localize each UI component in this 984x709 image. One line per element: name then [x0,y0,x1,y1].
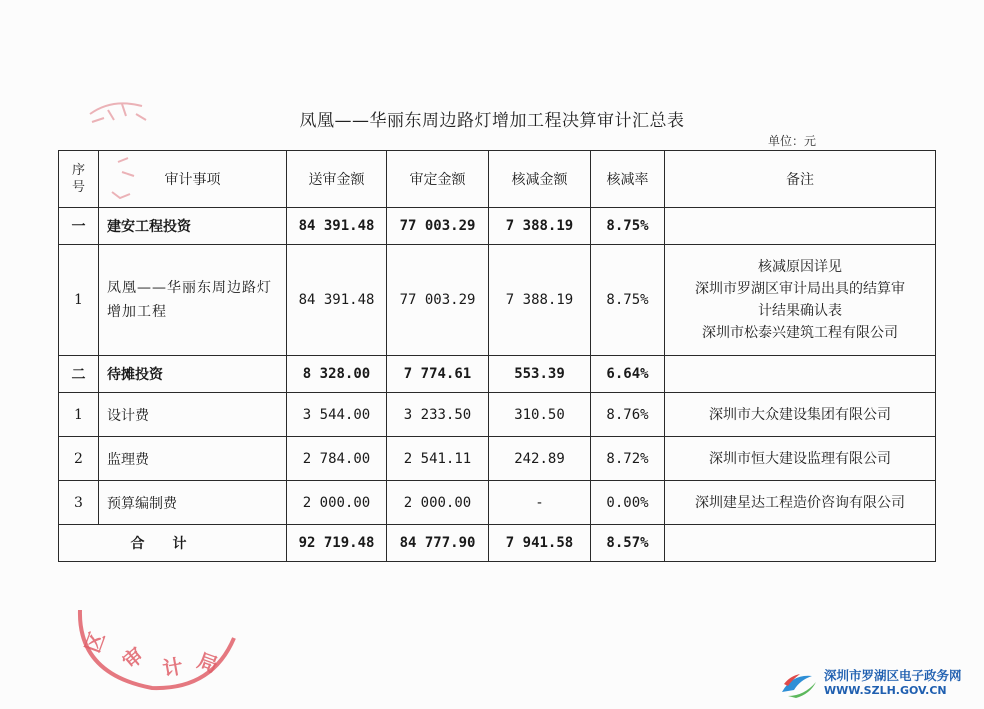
row-reduced: 7 388.19 [489,208,591,245]
row-approved: 2 541.11 [387,437,489,481]
row-submitted: 2 784.00 [287,437,387,481]
note-line: 深圳市罗湖区审计局出具的结算审 [695,281,905,297]
note-line: 深圳市松泰兴建筑工程有限公司 [702,325,898,341]
watermark-name: 深圳市罗湖区电子政务网 [824,668,962,683]
audit-summary-table [58,150,936,562]
row-rate: 8.76% [591,393,665,437]
table-row [59,437,936,481]
row-item: 预算编制费 [99,481,287,525]
row-submitted: 3 544.00 [287,393,387,437]
svg-text:局: 局 [194,648,222,678]
svg-text:审: 审 [117,642,149,674]
header-approved: 审定金额 [387,151,489,208]
row-note [665,356,936,393]
table-row [59,245,936,356]
row-seq: 二 [59,356,99,393]
row-approved: 77 003.29 [387,245,489,356]
red-seal-bottom [72,604,242,694]
row-rate: 8.75% [591,208,665,245]
total-reduced: 7 941.58 [489,525,591,562]
row-seq: 1 [59,245,99,356]
row-rate: 6.64% [591,356,665,393]
row-reduced: 553.39 [489,356,591,393]
row-approved: 7 774.61 [387,356,489,393]
row-note [665,208,936,245]
total-approved: 84 777.90 [387,525,489,562]
row-rate: 8.72% [591,437,665,481]
header-item: 审计事项 [99,151,287,208]
row-approved: 2 000.00 [387,481,489,525]
row-seq: 2 [59,437,99,481]
row-submitted: 84 391.48 [287,245,387,356]
row-seq: 1 [59,393,99,437]
row-item: 凤凰——华丽东周边路灯增加工程 [99,245,287,356]
row-item: 监理费 [99,437,287,481]
header-submitted: 送审金额 [287,151,387,208]
header-seq: 序 号 [59,151,99,208]
row-rate: 8.75% [591,245,665,356]
row-reduced: 242.89 [489,437,591,481]
note-line: 计结果确认表 [758,303,842,319]
row-rate: 0.00% [591,481,665,525]
table-row [59,393,936,437]
row-approved: 77 003.29 [387,208,489,245]
row-submitted: 8 328.00 [287,356,387,393]
row-item: 待摊投资 [99,356,287,393]
row-submitted: 2 000.00 [287,481,387,525]
total-rate: 8.57% [591,525,665,562]
total-row [59,525,936,562]
row-reduced: 7 388.19 [489,245,591,356]
svg-text:计: 计 [160,653,185,681]
row-note [665,245,936,356]
header-note: 备注 [665,151,936,208]
total-submitted: 92 719.48 [287,525,387,562]
row-approved: 3 233.50 [387,393,489,437]
row-note: 深圳市大众建设集团有限公司 [665,393,936,437]
watermark-url: WWW.SZLH.GOV.CN [824,684,947,697]
row-reduced: - [489,481,591,525]
header-rate: 核减率 [591,151,665,208]
row-seq: 3 [59,481,99,525]
row-item: 建安工程投资 [99,208,287,245]
szlh-watermark [778,664,978,704]
svg-text:区: 区 [80,628,110,656]
row-seq: 一 [59,208,99,245]
row-reduced: 310.50 [489,393,591,437]
row-submitted: 84 391.48 [287,208,387,245]
header-reduced: 核减金额 [489,151,591,208]
row-note: 深圳市恒大建设监理有限公司 [665,437,936,481]
table-row [59,356,936,393]
unit-label: 单位：元 [767,134,816,148]
total-label: 合计 [59,525,287,562]
total-note [665,525,936,562]
table-header-row [59,151,936,208]
table-row [59,208,936,245]
row-note: 深圳建星达工程造价咨询有限公司 [665,481,936,525]
document-title: 凤凰——华丽东周边路灯增加工程决算审计汇总表 [299,111,685,131]
swoosh-logo-icon [778,666,820,700]
row-item: 设计费 [99,393,287,437]
table-row [59,481,936,525]
note-line: 核减原因详见 [758,259,842,275]
